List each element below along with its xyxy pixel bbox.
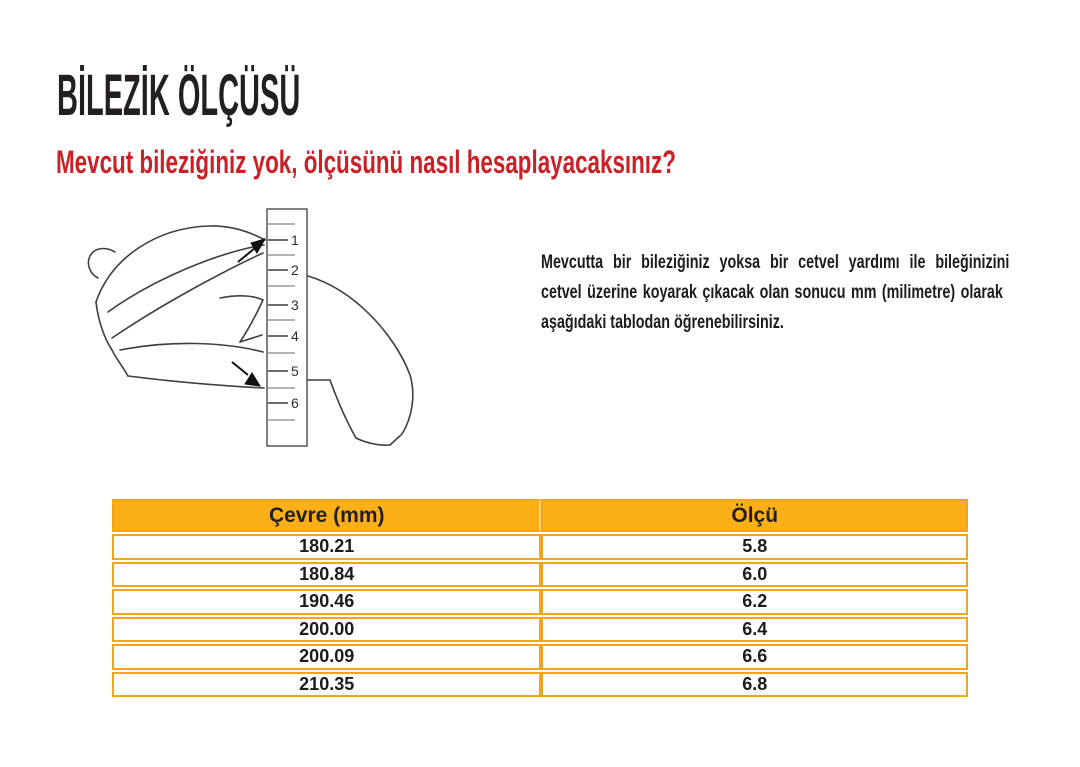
size-table-header — [112, 499, 968, 532]
table-row — [112, 644, 968, 670]
instruction-paragraph — [541, 247, 1011, 337]
lower-arrow-icon — [232, 362, 260, 386]
table-cell: 5.8 — [541, 534, 968, 560]
forearm-sketch — [308, 276, 413, 445]
table-cell: 200.09 — [112, 644, 541, 670]
header-cell-size: Ölçü — [541, 499, 968, 532]
page-subtitle: Mevcut bileziğiniz yok, ölçüsünü nasıl hesaplayacaksınız? — [56, 143, 676, 180]
table-cell: 180.84 — [112, 562, 541, 588]
size-table-body — [112, 534, 968, 697]
ruler-mark-5: 5 — [291, 363, 299, 379]
table-cell: 200.00 — [112, 617, 541, 643]
table-cell: 6.2 — [541, 589, 968, 615]
table-cell: 210.35 — [112, 672, 541, 698]
table-row — [112, 672, 968, 698]
table-row — [112, 589, 968, 615]
table-row — [112, 562, 968, 588]
table-cell: 6.4 — [541, 617, 968, 643]
ruler-mark-6: 6 — [291, 395, 299, 411]
header-cell-circumference: Çevre (mm) — [112, 499, 541, 532]
ruler-mark-3: 3 — [291, 297, 299, 313]
table-cell: 6.8 — [541, 672, 968, 698]
header-row — [112, 499, 968, 532]
page-title: BİLEZİK ÖLÇÜSÜ — [57, 62, 301, 128]
ruler-mark-1: 1 — [291, 232, 299, 248]
instruction-line: cetvel üzerine koyarak çıkacak olan sonucu mm (milimetre) olarak — [541, 281, 1003, 303]
instruction-line: aşağıdaki tablodan öğrenebilirsiniz. — [541, 311, 784, 333]
table-cell: 6.6 — [541, 644, 968, 670]
ruler-mark-4: 4 — [291, 328, 299, 344]
hand-ruler-illustration — [60, 190, 460, 470]
hand-sketch — [88, 226, 265, 388]
ruler-mark-2: 2 — [291, 262, 299, 278]
ruler — [267, 209, 307, 446]
table-cell: 180.21 — [112, 534, 541, 560]
instruction-line: Mevcutta bir bileziğiniz yoksa bir cetvel yardımı ile bileğinizini — [541, 251, 1010, 273]
table-cell: 190.46 — [112, 589, 541, 615]
table-row — [112, 534, 968, 560]
bracelet-size-table — [112, 497, 968, 699]
table-row — [112, 617, 968, 643]
table-cell: 6.0 — [541, 562, 968, 588]
